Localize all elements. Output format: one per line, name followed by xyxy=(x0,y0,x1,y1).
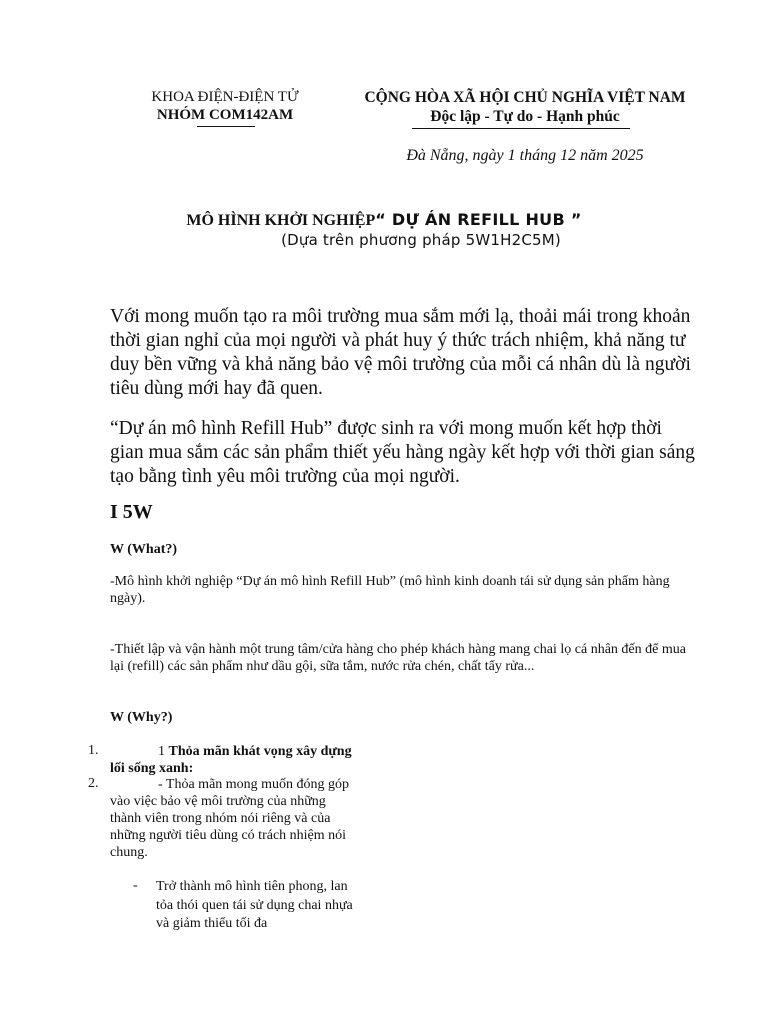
bullet-text: Trở thành mô hình tiên phong, lan tỏa thói quen tái sử dụng chai nhựa và giảm thiểu tối đa xyxy=(156,879,353,931)
list-item-text: - Thỏa mãn mong muốn đóng góp vào việc bảo vệ môi trường của những thành viên trong nhóm nói riêng và của những người tiêu dùng có trách nhiệm nói chung. xyxy=(110,777,350,860)
national-motto: Độc lập - Tự do - Hạnh phúc xyxy=(430,108,620,125)
list-item xyxy=(110,776,355,861)
what-paragraph-1: -Mô hình khởi nghiệp “Dự án mô hình Refill Hub” (mô hình kinh doanh tái sử dụng sản phẩm hàng ngày). xyxy=(110,574,670,606)
group-underline xyxy=(197,126,255,127)
why-heading: W (Why?) xyxy=(110,710,173,725)
national-title: CỘNG HÒA XÃ HỘI CHỦ NGHĨA VIỆT NAM xyxy=(364,89,686,106)
title-prefix: MÔ HÌNH KHỞI NGHIỆP xyxy=(186,212,376,229)
intro-paragraph-2: “Dự án mô hình Refill Hub” được sinh ra với mong muốn kết hợp thời gian mua sắm các sản phẩm thiết yếu hàng ngày kết hợp với thời gian sáng tạo bằng tình yêu môi trường của mọi người. xyxy=(110,418,695,487)
title-project-name: “ DỰ ÁN REFILL HUB ” xyxy=(375,210,582,229)
list-item-lead: 1 xyxy=(158,744,165,759)
faculty-name: KHOA ĐIỆN-ĐIỆN TỬ xyxy=(151,89,299,105)
section-heading: I 5W xyxy=(110,501,153,523)
what-heading: W (What?) xyxy=(110,542,178,557)
document-title xyxy=(0,210,768,230)
what-paragraph-2: -Thiết lập và vận hành một trung tâm/cửa hàng cho phép khách hàng mang chai lọ cá nhân đến để mua lại (refill) các sản phẩm như dầu gội, sữa tắm, nước rửa chén, chất tẩy rửa... xyxy=(110,642,686,674)
document-date: Đà Nẵng, ngày 1 tháng 12 năm 2025 xyxy=(406,147,644,164)
intro-paragraph-1: Với mong muốn tạo ra môi trường mua sắm mới lạ, thoải mái trong khoản thời gian nghỉ của mọi người và phát huy ý thức trách nhiệm, khả năng tư duy bền vững và khả năng bảo vệ môi trường của mỗi cá nhân dù là người tiêu dùng mới hay đã quen. xyxy=(110,306,691,399)
list-number: 1. xyxy=(88,743,99,758)
list-number: 2. xyxy=(88,776,99,791)
document-subtitle: (Dựa trên phương pháp 5W1H2C5M) xyxy=(281,231,561,249)
list-item-bold-text: Thỏa mãn khát vọng xây dựng lối sống xanh: xyxy=(110,744,352,776)
group-name: NHÓM COM142AM xyxy=(156,107,294,123)
motto-underline xyxy=(412,128,630,129)
bullet-marker: - xyxy=(133,878,138,893)
list-item xyxy=(110,743,355,777)
